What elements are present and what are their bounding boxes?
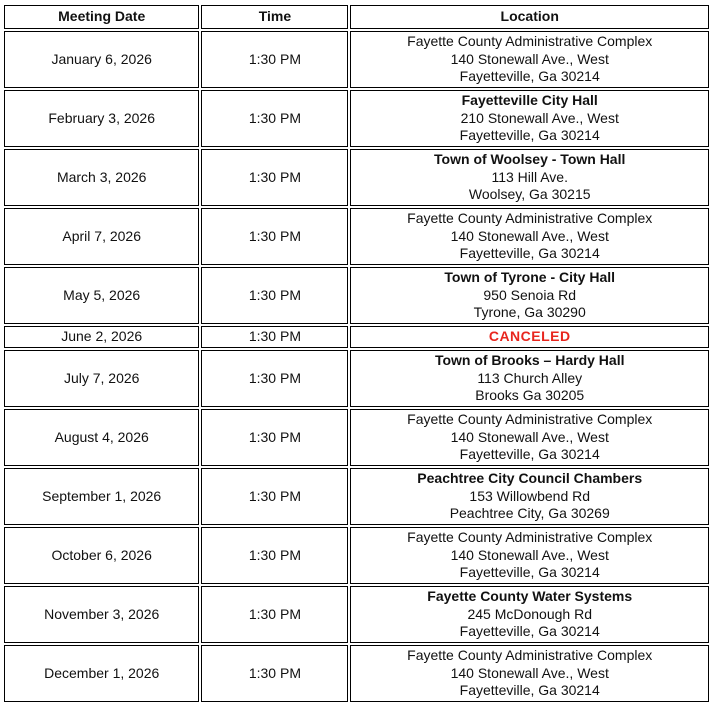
meeting-date-cell: September 1, 2026 (4, 468, 199, 525)
location-address-line: Brooks Ga 30205 (475, 387, 585, 404)
location-address-line: 245 McDonough Rd (467, 605, 592, 622)
location-address-line: 140 Stonewall Ave., West (450, 664, 609, 681)
table-row (4, 527, 709, 584)
header-location: Location (350, 5, 709, 29)
table-row (4, 267, 709, 324)
table-row (4, 350, 709, 407)
table-row (4, 31, 709, 88)
meeting-time-cell: 1:30 PM (201, 586, 348, 643)
schedule-body (4, 31, 709, 702)
location-address-line: Fayetteville, Ga 30214 (459, 68, 600, 85)
location-address-line: 140 Stonewall Ave., West (450, 428, 609, 445)
location-address-line: Fayetteville, Ga 30214 (459, 245, 600, 262)
meeting-date-cell: April 7, 2026 (4, 208, 199, 265)
meeting-date-cell: June 2, 2026 (4, 326, 199, 348)
meeting-time-cell: 1:30 PM (201, 527, 348, 584)
meeting-schedule-table (2, 3, 711, 704)
location-address-line: 140 Stonewall Ave., West (450, 50, 609, 67)
meeting-date-cell: November 3, 2026 (4, 586, 199, 643)
meeting-date-cell: May 5, 2026 (4, 267, 199, 324)
meeting-date-cell: March 3, 2026 (4, 149, 199, 206)
location-name: Fayette County Administrative Complex (407, 529, 653, 546)
meeting-date-cell: February 3, 2026 (4, 90, 199, 147)
location-name: Town of Tyrone - City Hall (444, 269, 616, 286)
meeting-location-cell (350, 645, 709, 702)
meeting-time-cell: 1:30 PM (201, 326, 348, 348)
meeting-date-cell: July 7, 2026 (4, 350, 199, 407)
meeting-location-cell (350, 468, 709, 525)
meeting-date-cell: December 1, 2026 (4, 645, 199, 702)
location-address-line: Fayetteville, Ga 30214 (459, 446, 600, 463)
location-address-line: Tyrone, Ga 30290 (473, 304, 586, 321)
meeting-date-cell: January 6, 2026 (4, 31, 199, 88)
meeting-time-cell: 1:30 PM (201, 267, 348, 324)
meeting-time-cell: 1:30 PM (201, 645, 348, 702)
meeting-time-cell: 1:30 PM (201, 208, 348, 265)
table-row (4, 326, 709, 348)
meeting-location-cell (350, 208, 709, 265)
table-row (4, 409, 709, 466)
meeting-time-cell: 1:30 PM (201, 409, 348, 466)
location-address-line: Woolsey, Ga 30215 (468, 186, 591, 203)
location-name: Town of Woolsey - Town Hall (434, 151, 626, 168)
table-row (4, 468, 709, 525)
location-name: Fayette County Administrative Complex (407, 210, 653, 227)
meeting-time-cell: 1:30 PM (201, 468, 348, 525)
location-address-line: Fayetteville, Ga 30214 (459, 127, 600, 144)
location-address-line: Fayetteville, Ga 30214 (459, 682, 600, 699)
location-name: Fayette County Administrative Complex (407, 411, 653, 428)
table-row (4, 208, 709, 265)
canceled-label: CANCELED (488, 328, 571, 345)
meeting-location-cell (350, 31, 709, 88)
table-row (4, 586, 709, 643)
location-address-line: Fayetteville, Ga 30214 (459, 564, 600, 581)
location-address-line: 153 Willowbend Rd (469, 487, 591, 504)
location-address-line: Peachtree City, Ga 30269 (449, 505, 610, 522)
header-time: Time (201, 5, 348, 29)
meeting-time-cell: 1:30 PM (201, 350, 348, 407)
location-address-line: 950 Senoia Rd (483, 286, 577, 303)
location-address-line: 113 Hill Ave. (491, 168, 568, 185)
location-name: Peachtree City Council Chambers (417, 470, 643, 487)
meeting-date-cell: August 4, 2026 (4, 409, 199, 466)
location-name: Town of Brooks – Hardy Hall (434, 352, 625, 369)
location-address-line: 210 Stonewall Ave., West (460, 109, 619, 126)
meeting-location-cell (350, 409, 709, 466)
meeting-location-cell (350, 586, 709, 643)
header-meeting-date: Meeting Date (4, 5, 199, 29)
location-address-line: 140 Stonewall Ave., West (450, 546, 609, 563)
meeting-location-cell (350, 527, 709, 584)
meeting-time-cell: 1:30 PM (201, 149, 348, 206)
location-address-line: Fayetteville, Ga 30214 (459, 623, 600, 640)
location-name: Fayetteville City Hall (461, 92, 598, 109)
table-row (4, 645, 709, 702)
meeting-time-cell: 1:30 PM (201, 31, 348, 88)
meeting-location-cell (350, 267, 709, 324)
meeting-date-cell: October 6, 2026 (4, 527, 199, 584)
meeting-location-cell (350, 149, 709, 206)
meeting-location-cell (350, 326, 709, 348)
meeting-time-cell: 1:30 PM (201, 90, 348, 147)
location-address-line: 140 Stonewall Ave., West (450, 227, 609, 244)
meeting-location-cell (350, 90, 709, 147)
header-row (4, 5, 709, 29)
table-row (4, 149, 709, 206)
location-name: Fayette County Administrative Complex (407, 647, 653, 664)
location-name: Fayette County Water Systems (427, 588, 633, 605)
location-address-line: 113 Church Alley (477, 369, 583, 386)
table-row (4, 90, 709, 147)
location-name: Fayette County Administrative Complex (407, 33, 653, 50)
meeting-location-cell (350, 350, 709, 407)
